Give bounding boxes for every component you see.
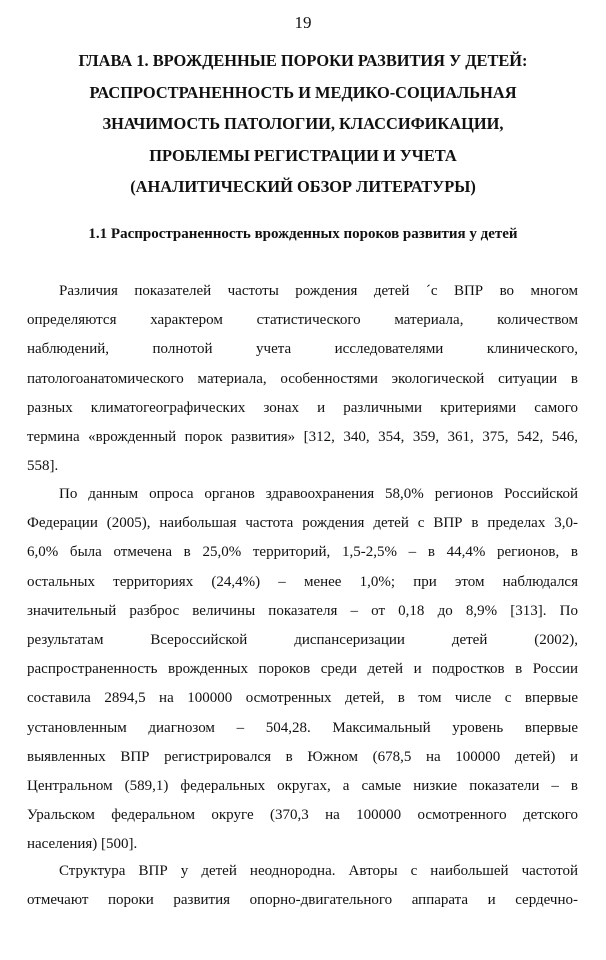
paragraph-1	[27, 277, 578, 481]
chapter-title-line: ЗНАЧИМОСТЬ ПАТОЛОГИИ, КЛАССИФИКАЦИИ,	[102, 114, 504, 133]
text-line: выявленных ВПР регистрировался в Южном (678,5 на 100000 детей) и	[27, 748, 578, 765]
chapter-title-line: ПРОБЛЕМЫ РЕГИСТРАЦИИ И УЧЕТА	[149, 145, 457, 165]
page-number: 19	[294, 13, 312, 32]
text-line: значительный разброс величины показателя – от 0,18 до 8,9% [313]. По	[27, 602, 578, 619]
text-line: патологоанатомического материала, особенностями экологической ситуации в	[27, 370, 578, 387]
chapter-title	[40, 45, 566, 203]
text-line: Центральном (589,1) федеральных округах, а самые низкие показатели – в	[27, 777, 578, 794]
chapter-title-line: ГЛАВА 1. ВРОЖДЕННЫЕ ПОРОКИ РАЗВИТИЯ У ДЕТЕЙ:	[78, 51, 528, 70]
text-line: Структура ВПР у детей неоднородна. Авторы с наибольшей частотой	[59, 863, 578, 879]
chapter-title-line: (АНАЛИТИЧЕСКИЙ ОБЗОР ЛИТЕРАТУРЫ)	[130, 177, 476, 196]
chapter-title-line: РАСПРОСТРАНЕННОСТЬ И МЕДИКО-СОЦИАЛЬНАЯ	[89, 82, 517, 102]
text-line: результатам Всероссийской диспансеризации детей (2002),	[27, 631, 578, 648]
text-line: термина «врожденный порок развития» [312, 340, 354, 359, 361, 375, 542, 546,	[27, 428, 578, 445]
paragraph-2	[27, 480, 578, 859]
paragraph-3	[27, 857, 578, 915]
section-title: 1.1 Распространенность врожденных пороков развития у детей	[88, 226, 518, 242]
text-line: разных климатогеографических зонах и различными критериями самого	[27, 399, 578, 416]
text-line: остальных территориях (24,4%) – менее 1,0%; при этом наблюдался	[27, 573, 578, 590]
text-line: Федерации (2005), наибольшая частота рождения детей с ВПР в пределах 3,0-	[27, 515, 578, 532]
text-line: определяются характером статистического материала, количеством	[27, 312, 578, 329]
text-line: 558].	[27, 458, 59, 475]
text-line: составила 2894,5 на 100000 осмотренных детей, в том числе с впервые	[27, 690, 578, 707]
text-line: 6,0% была отмечена в 25,0% территорий, 1,5-2,5% – в 44,4% регионов, в	[27, 544, 578, 561]
text-line: распространенность врожденных пороков среди детей и подростков в России	[27, 661, 578, 678]
text-line: По данным опроса органов здравоохранения 58,0% регионов Российской	[59, 486, 578, 502]
text-line: Различия показателей частоты рождения детей ´с ВПР во многом	[59, 283, 578, 299]
text-line: Уральском федеральном округе (370,3 на 100000 осмотренного детского	[27, 807, 578, 824]
text-line: наблюдений, полнотой учета исследователями клинического,	[27, 341, 578, 358]
text-line: установленным диагнозом – 504,28. Максимальный уровень впервые	[27, 719, 578, 736]
text-line: населения) [500].	[27, 836, 138, 853]
text-line: отмечают пороки развития опорно-двигательного аппарата и сердечно-	[27, 892, 578, 909]
